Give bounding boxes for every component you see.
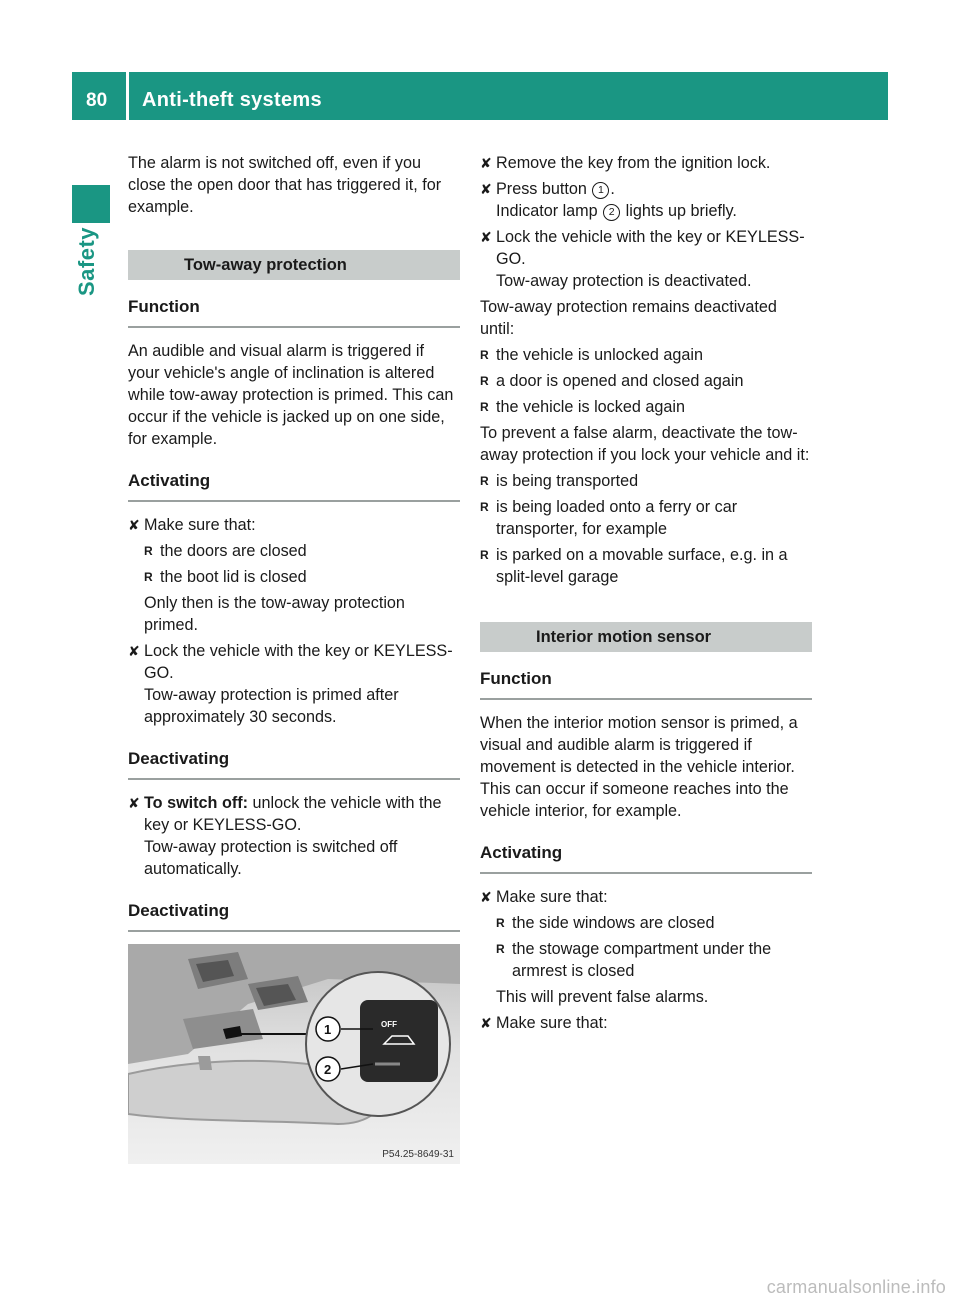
prevent-text: To prevent a false alarm, deactivate the tow-away protection if you lock your vehicle and it: <box>480 424 810 464</box>
list-item <box>480 396 812 418</box>
list-item-text: a door is opened and closed again <box>496 372 744 390</box>
bullet-r-icon: R <box>480 348 489 362</box>
step-result-text-end: lights up briefly. <box>621 202 737 220</box>
list-item-text: is parked on a movable surface, e.g. in a split-level garage <box>496 546 788 586</box>
bullet-r-icon: R <box>480 400 489 414</box>
step-item <box>480 886 812 908</box>
section-interior-motion: Interior motion sensor <box>480 622 812 652</box>
callout-1: 1 <box>324 1022 332 1037</box>
callout-2: 2 <box>324 1062 332 1077</box>
step-text: Make sure that: <box>496 1014 608 1032</box>
step-result-text: Indicator lamp <box>496 202 603 220</box>
bullet-r-icon: R <box>496 916 505 930</box>
bullet-r-icon: R <box>496 942 505 956</box>
bullet-r-icon: R <box>480 548 489 562</box>
step-text: Lock the vehicle with the key or KEYLESS-GO. <box>144 642 453 682</box>
step-result: Tow-away protection is primed after approximately 30 seconds. <box>144 686 399 726</box>
list-item <box>480 370 812 392</box>
callout-ref-2: 2 <box>603 204 620 221</box>
step-x-icon: ✘ <box>480 889 492 905</box>
function-text: An audible and visual alarm is triggered if your vehicle's angle of inclination is altered while tow-away protection is primed. This can occur if the vehicle is jacked up on one side, for example. <box>128 342 454 448</box>
heading-activating: Activating <box>480 836 812 874</box>
bullet-r-icon: R <box>480 500 489 514</box>
list-item-text: is being loaded onto a ferry or car transporter, for example <box>496 498 738 538</box>
page-number: 80 <box>86 90 108 111</box>
intro-text: The alarm is not switched off, even if you close the open door that has triggered it, for example. <box>128 154 442 216</box>
left-column <box>128 152 460 1164</box>
list-item-text: the doors are closed <box>160 542 307 560</box>
header-divider <box>126 72 129 120</box>
step-item <box>128 640 460 728</box>
heading-deactivating-2: Deactivating <box>128 894 460 932</box>
step-item <box>480 226 812 292</box>
remains-text: Tow-away protection remains deactivated until: <box>480 298 777 338</box>
illustration-overhead-control-panel <box>128 944 460 1164</box>
list-item-text: the stowage compartment under the armrest is closed <box>512 940 772 980</box>
illustration-code: P54.25-8649-31 <box>382 1149 454 1160</box>
function-text: When the interior motion sensor is primed, a visual and audible alarm is triggered if movement is detected in the vehicle interior. This can occur if someone reaches into the vehicle interior, for example. <box>480 714 798 820</box>
step-item <box>480 152 812 174</box>
step-x-icon: ✘ <box>128 517 140 533</box>
step-text: Lock the vehicle with the key or KEYLESS-GO. <box>496 228 805 268</box>
bullet-r-icon: R <box>144 570 153 584</box>
heading-deactivating: Deactivating <box>128 742 460 780</box>
bullet-r-icon: R <box>480 374 489 388</box>
step-result <box>496 200 812 222</box>
step-text: Make sure that: <box>144 516 256 534</box>
list-item <box>480 470 812 492</box>
section-tow-away: Tow-away protection <box>128 250 460 280</box>
callout-ref-1: 1 <box>592 182 609 199</box>
list-item <box>144 566 460 588</box>
step-label: To switch off: <box>144 794 249 812</box>
step-text: Make sure that: <box>496 888 608 906</box>
step-text-end: . <box>610 180 615 198</box>
step-result: Tow-away protection is deactivated. <box>496 272 752 290</box>
step-x-icon: ✘ <box>480 155 492 171</box>
side-tab-block <box>72 185 110 223</box>
bullet-r-icon: R <box>480 474 489 488</box>
list-item-text: the vehicle is locked again <box>496 398 685 416</box>
list-item <box>496 912 812 934</box>
activation-note: Only then is the tow-away protection primed. <box>144 594 405 634</box>
page-header <box>72 72 888 120</box>
list-item <box>144 540 460 562</box>
list-item <box>480 544 812 588</box>
activation-note: This will prevent false alarms. <box>496 988 709 1006</box>
step-x-icon: ✘ <box>128 643 140 659</box>
step-x-icon: ✘ <box>128 795 140 811</box>
list-item-text: the boot lid is closed <box>160 568 307 586</box>
step-text: Remove the key from the ignition lock. <box>496 154 771 172</box>
list-item <box>496 938 812 982</box>
step-item <box>480 178 812 222</box>
bullet-r-icon: R <box>144 544 153 558</box>
step-text: Press button <box>496 180 592 198</box>
step-text: unlock the vehicle with the key or KEYLESS-GO. <box>144 794 442 834</box>
list-item-text: is being transported <box>496 472 639 490</box>
watermark: carmanualsonline.info <box>766 1277 946 1297</box>
step-x-icon: ✘ <box>480 229 492 245</box>
step-x-icon: ✘ <box>480 181 492 197</box>
step-item <box>128 792 460 880</box>
page-title: Anti-theft systems <box>142 89 322 111</box>
list-item <box>480 344 812 366</box>
list-item-text: the vehicle is unlocked again <box>496 346 703 364</box>
right-column <box>480 152 812 1038</box>
heading-activating: Activating <box>128 464 460 502</box>
button-off-label: OFF <box>381 1020 397 1029</box>
heading-function: Function <box>128 290 460 328</box>
illustration-drawing <box>128 944 460 1164</box>
side-tab-label: Safety <box>74 226 99 296</box>
step-item <box>480 1012 812 1034</box>
step-result: Tow-away protection is switched off automatically. <box>144 838 398 878</box>
heading-function: Function <box>480 662 812 700</box>
list-item <box>480 496 812 540</box>
step-item <box>128 514 460 536</box>
step-x-icon: ✘ <box>480 1015 492 1031</box>
list-item-text: the side windows are closed <box>512 914 715 932</box>
